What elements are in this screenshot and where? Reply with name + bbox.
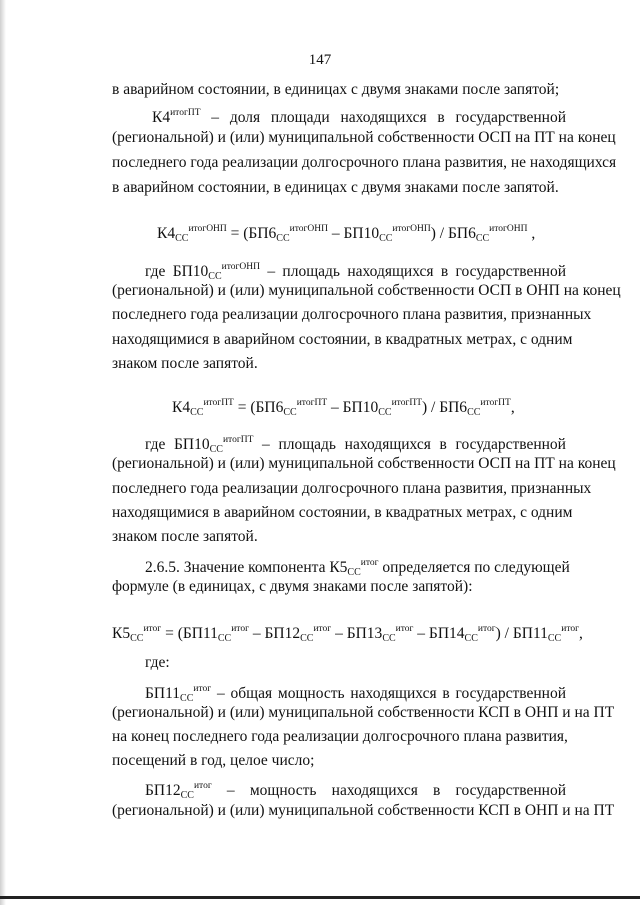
- scan-edge-shadow: [0, 0, 6, 905]
- section-2-6-5-line-2: формуле (в единицах, с двумя знаками после запятой):: [112, 578, 473, 595]
- definition-bp10-pt-line-1: где $БП10_{СС}^{итогПТ}$ – площадь находящихся в государственной: [145, 435, 566, 455]
- definition-bp11-line-3: на конец последнего года реализации долгосрочного плана развития,: [112, 728, 568, 745]
- definition-bp10-onp-line-2: (региональной) и (или) муниципальной собственности ОСП в ОНП на конец: [112, 282, 621, 299]
- definition-bp12-line-1: $БП12_{СС}^{итог}$ – мощность находящихся в государственной: [145, 781, 566, 801]
- formula-k4-onp: $К4_{СС}^{итогОНП} = (БП6_{СС}^{итогОНП} - БП10_{СС}^{итогОНП}) / БП6_{СС}^{итогОНП}$ ,: [157, 224, 536, 244]
- definition-bp10-pt-line-2: (региональной) и (или) муниципальной собственности ОСП на ПТ на конец: [112, 455, 616, 472]
- definition-bp10-pt-line-5: знаком после запятой.: [112, 528, 258, 545]
- definition-bp11-line-2: (региональной) и (или) муниципальной собственности КСП в ОНП и на ПТ: [112, 704, 615, 721]
- definition-bp10-pt-line-3: последнего года реализации долгосрочного плана развития, признанных: [112, 480, 592, 497]
- definition-k4-pt-line-3: последнего года реализации долгосрочного плана развития, не находящихся: [112, 154, 617, 171]
- definition-bp12-line-2: (региональной) и (или) муниципальной собственности КСП в ОНП и на ПТ: [112, 802, 615, 819]
- page-number: 147: [308, 52, 332, 68]
- definition-bp10-pt-line-4: находящимися в аварийном состоянии, в квадратных метрах, с одним: [112, 504, 573, 521]
- formula-k5: $К5_{СС}^{итог} = (БП11_{СС}^{итог} - БП12_{СС}^{итог} - БП13_{СС}^{итог} - БП14_{СС}^{итог}) / БП11_{СС}^{итог}$,: [112, 624, 583, 644]
- definition-bp11-line-1: $БП11_{СС}^{итог}$ – общая мощность находящихся в государственной: [145, 684, 566, 704]
- definition-bp10-onp-line-1: где $БП10_{СС}^{итогОНП}$ – площадь находящихся в государственной: [145, 262, 566, 282]
- section-2-6-5-line-1: 2.6.5. Значение компонента $К5_{СС}^{итог}$ определяется по следующей: [145, 558, 570, 578]
- formula-k4-pt: $К4_{СС}^{итогПТ} = (БП6_{СС}^{итогПТ} - БП10_{СС}^{итогПТ}) / БП6_{СС}^{итогПТ}$,: [172, 398, 515, 418]
- paragraph-line: в аварийном состоянии, в единицах с двумя знаками после запятой;: [112, 81, 560, 98]
- definition-k4-pt-line-4: в аварийном состоянии, в единицах с двумя знаками после запятой.: [112, 179, 559, 196]
- scan-bottom-edge: [0, 896, 640, 899]
- definition-k4-pt-line-2: (региональной) и (или) муниципальной собственности ОСП на ПТ на конец: [112, 129, 616, 146]
- definition-bp10-onp-line-3: последнего года реализации долгосрочного плана развития, признанных: [112, 306, 592, 323]
- where-label: где:: [145, 654, 170, 671]
- definition-bp10-onp-line-5: знаком после запятой.: [112, 355, 258, 372]
- definition-k4-pt-line-1: $К4^{итогПТ}$ – доля площади находящихся в государственной: [152, 108, 566, 126]
- definition-bp11-line-4: посещений в год, целое число;: [112, 752, 315, 769]
- definition-bp10-onp-line-4: находящимися в аварийном состоянии, в квадратных метрах, с одним: [112, 331, 573, 348]
